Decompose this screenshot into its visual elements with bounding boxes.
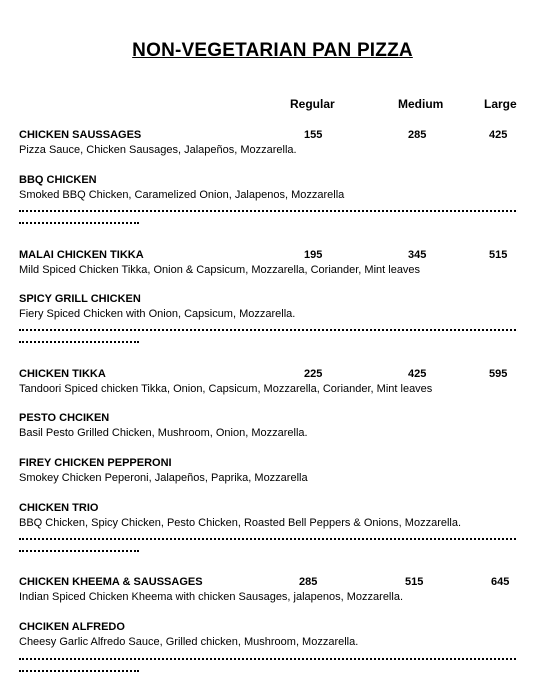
price-medium: 345 bbox=[408, 249, 427, 261]
size-header-regular: Regular bbox=[290, 97, 335, 111]
size-header-medium: Medium bbox=[398, 97, 444, 111]
item-description: Smoked BBQ Chicken, Caramelized Onion, Jalapenos, Mozzarella bbox=[19, 189, 345, 201]
menu-item-chicken-saussages bbox=[19, 128, 519, 158]
price-regular: 155 bbox=[304, 129, 323, 141]
item-description: Basil Pesto Grilled Chicken, Mushroom, Onion, Mozzarella. bbox=[19, 427, 308, 439]
menu-item-malai-chicken-tikka bbox=[19, 248, 519, 278]
menu-item-chicken-kheema-saussages bbox=[19, 575, 519, 605]
item-name: CHICKEN SAUSSAGES bbox=[19, 129, 142, 141]
item-description: Fiery Spiced Chicken with Onion, Capsicum, Mozzarella. bbox=[19, 308, 296, 320]
item-description: Smokey Chicken Peperoni, Jalapeños, Paprika, Mozzarella bbox=[19, 472, 308, 484]
dotted-separator bbox=[19, 656, 516, 672]
menu-item-chicken-trio bbox=[19, 501, 519, 531]
item-description: Indian Spiced Chicken Kheema with chicken Sausages, jalapenos, Mozzarella. bbox=[19, 591, 403, 603]
item-name: CHICKEN TRIO bbox=[19, 502, 99, 514]
item-name: CHICKEN TIKKA bbox=[19, 368, 106, 380]
size-header-large: Large bbox=[484, 97, 517, 111]
menu-item-pesto-chciken bbox=[19, 411, 519, 441]
menu-item-bbq-chicken bbox=[19, 173, 519, 203]
dotted-separator bbox=[19, 208, 516, 224]
price-large: 595 bbox=[489, 368, 508, 380]
item-name: CHICKEN KHEEMA & SAUSSAGES bbox=[19, 576, 203, 588]
item-name: PESTO CHCIKEN bbox=[19, 412, 110, 424]
item-description: Pizza Sauce, Chicken Sausages, Jalapeños, Mozzarella. bbox=[19, 144, 297, 156]
price-large: 515 bbox=[489, 249, 508, 261]
price-medium: 425 bbox=[408, 368, 427, 380]
price-regular: 225 bbox=[304, 368, 323, 380]
price-regular: 195 bbox=[304, 249, 323, 261]
page-title: NON-VEGETARIAN PAN PIZZA bbox=[132, 40, 413, 61]
price-medium: 515 bbox=[405, 576, 424, 588]
item-description: Tandoori Spiced chicken Tikka, Onion, Capsicum, Mozzarella, Coriander, Mint leaves bbox=[19, 383, 433, 395]
item-name: SPICY GRILL CHICKEN bbox=[19, 293, 141, 305]
price-large: 645 bbox=[491, 576, 510, 588]
item-name: BBQ CHICKEN bbox=[19, 174, 97, 186]
item-name: CHCIKEN ALFREDO bbox=[19, 621, 125, 633]
item-description: Mild Spiced Chicken Tikka, Onion & Capsicum, Mozzarella, Coriander, Mint leaves bbox=[19, 264, 421, 276]
menu-item-chicken-tikka bbox=[19, 367, 519, 397]
item-description: BBQ Chicken, Spicy Chicken, Pesto Chicken, Roasted Bell Peppers & Onions, Mozzarella. bbox=[19, 517, 462, 529]
dotted-separator bbox=[19, 536, 516, 552]
price-large: 425 bbox=[489, 129, 508, 141]
menu-item-chciken-alfredo bbox=[19, 620, 519, 650]
price-regular: 285 bbox=[299, 576, 318, 588]
menu-item-firey-chicken-pepperoni bbox=[19, 456, 519, 486]
menu-item-spicy-grill-chicken bbox=[19, 292, 519, 322]
item-name: MALAI CHICKEN TIKKA bbox=[19, 249, 144, 261]
price-medium: 285 bbox=[408, 129, 427, 141]
item-description: Cheesy Garlic Alfredo Sauce, Grilled chicken, Mushroom, Mozzarella. bbox=[19, 636, 359, 648]
dotted-separator bbox=[19, 327, 516, 343]
item-name: FIREY CHICKEN PEPPERONI bbox=[19, 457, 172, 469]
